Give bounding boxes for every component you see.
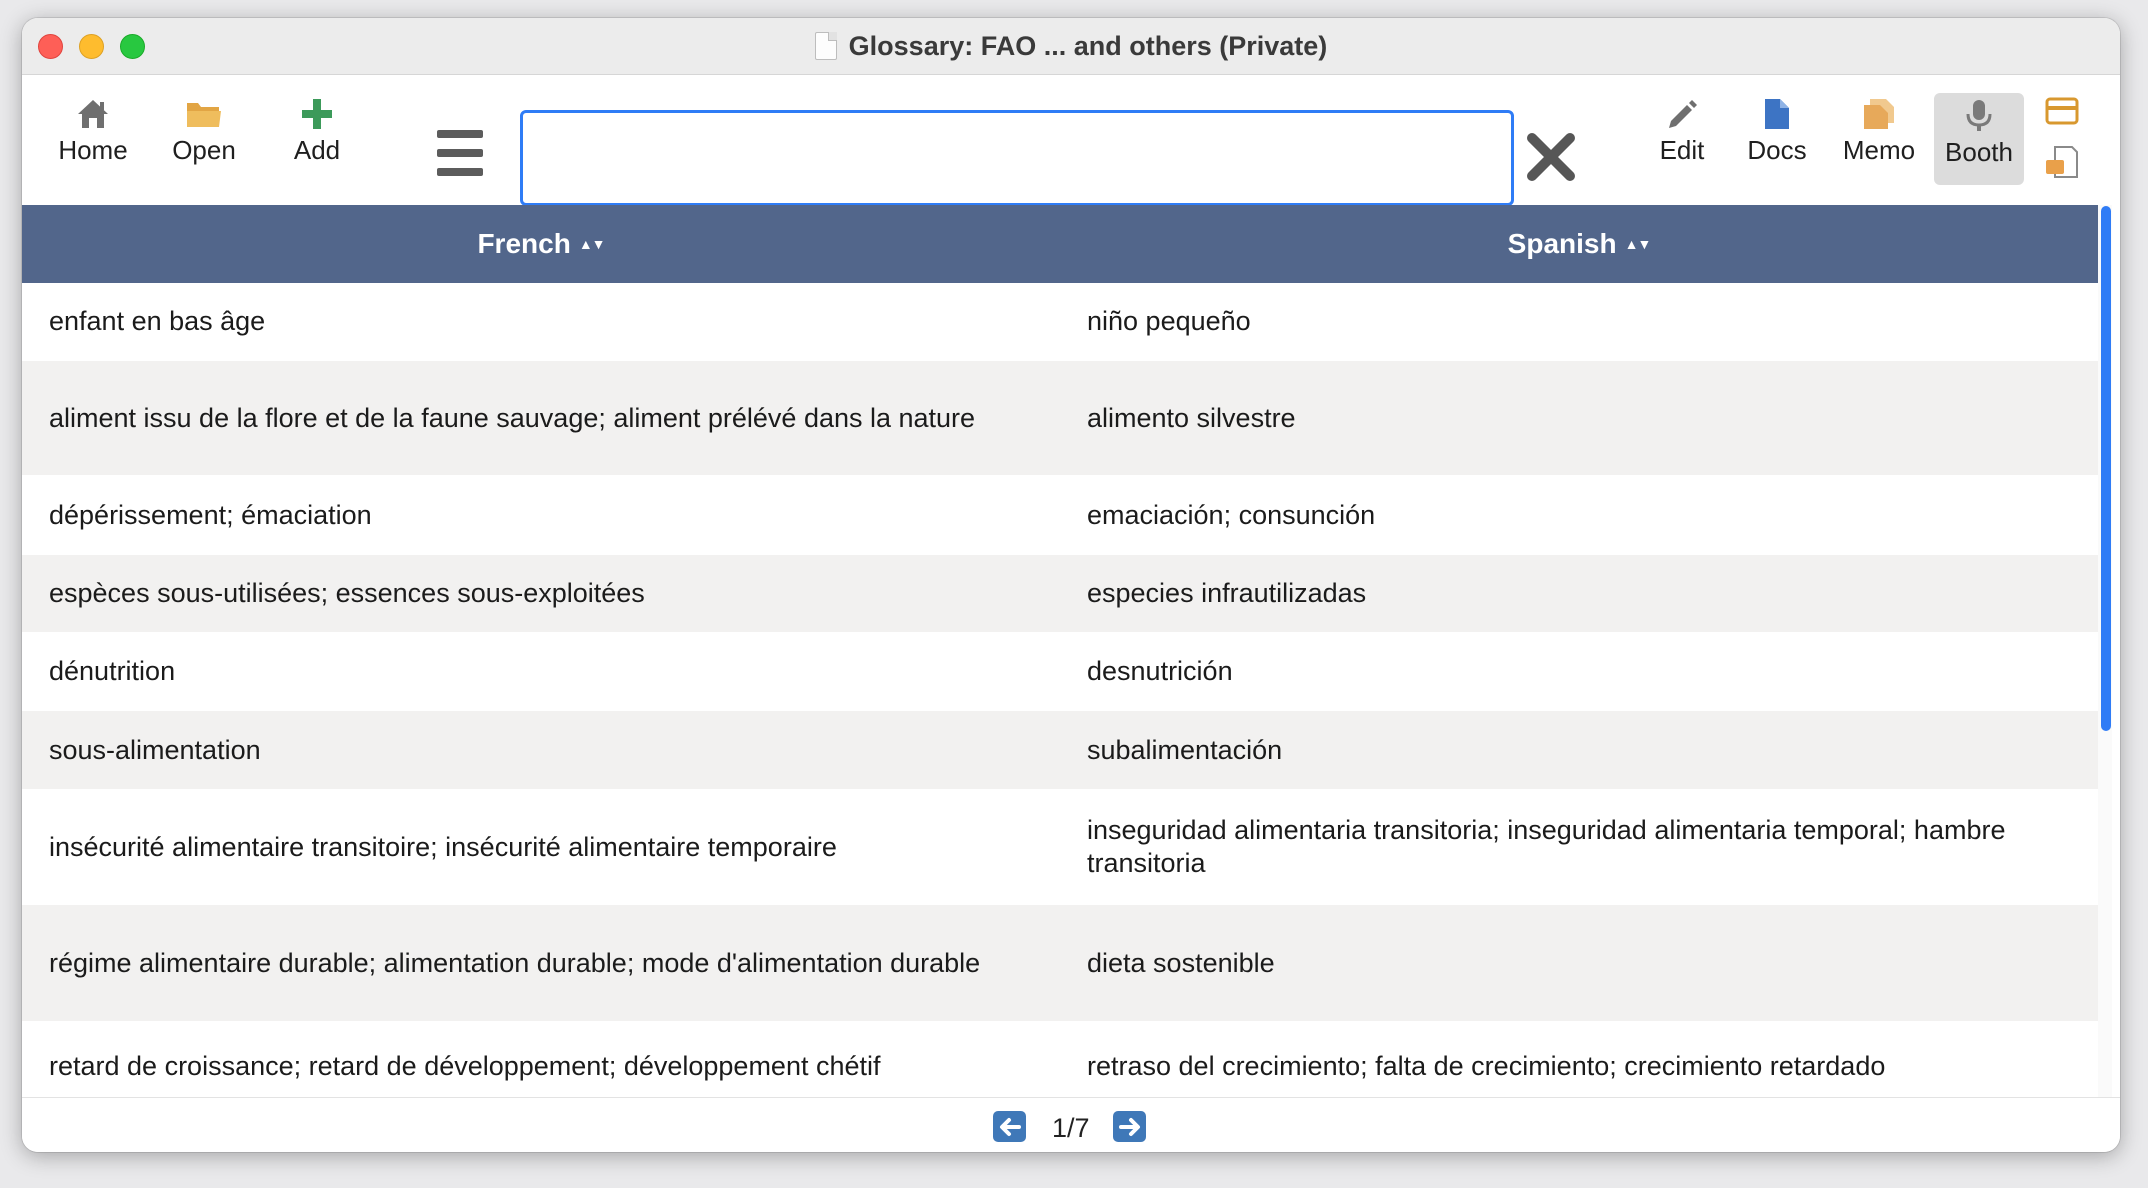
memo-label: Memo (1842, 135, 1916, 165)
french-term: régime alimentaire durable; alimentation durable; mode d'alimentation durable (49, 947, 981, 978)
add-button[interactable] (282, 95, 352, 167)
previous-page-button[interactable] (993, 1111, 1026, 1142)
french-term: dénutrition (49, 656, 176, 686)
clear-search-icon[interactable] (1524, 130, 1578, 184)
table-row[interactable] (22, 1022, 2098, 1097)
spanish-term: emaciación; consunción (1087, 499, 1376, 530)
memo-button[interactable] (1838, 95, 1920, 167)
pencil-icon (1665, 95, 1699, 133)
docs-button[interactable] (1744, 95, 1810, 167)
title-bar (22, 18, 2120, 75)
add-label: Add (293, 135, 341, 165)
table-row[interactable] (22, 633, 2098, 711)
french-term: dépérissement; émaciation (49, 499, 372, 530)
open-label: Open (172, 135, 236, 165)
table-row[interactable] (22, 555, 2098, 633)
docs-label: Docs (1747, 135, 1807, 165)
sort-icon: ▲▼ (1624, 236, 1651, 252)
zoom-window-button[interactable] (120, 34, 145, 59)
spanish-term: alimento silvestre (1087, 402, 1296, 433)
spanish-term: especies infrautilizadas (1087, 578, 1367, 608)
microphone-icon (1964, 97, 1994, 135)
home-label: Home (58, 135, 128, 165)
window-panel-icon[interactable] (2042, 91, 2082, 131)
table-row[interactable] (22, 283, 2098, 361)
plus-icon (300, 95, 334, 133)
column-header-label: French (477, 228, 571, 259)
toolbar (22, 75, 2120, 205)
menu-icon[interactable] (437, 130, 483, 176)
traffic-lights (38, 34, 145, 59)
table-header (22, 205, 2098, 283)
booth-label: Booth (1945, 137, 2013, 167)
search-input[interactable] (520, 110, 1514, 206)
app-window (22, 18, 2120, 1152)
next-page-button[interactable] (1113, 1111, 1146, 1142)
scrollbar-thumb[interactable] (2101, 206, 2111, 731)
home-button[interactable] (48, 95, 138, 167)
export-document-icon[interactable] (2042, 143, 2082, 183)
window-title: Glossary: FAO ... and others (Private) (848, 30, 1328, 61)
arrow-right-icon (1119, 1117, 1141, 1137)
edit-button[interactable] (1650, 95, 1714, 167)
folder-icon (186, 95, 222, 133)
french-term: retard de croissance; retard de développement; développement chétif (49, 1051, 881, 1081)
pagination-bar (22, 1097, 2120, 1152)
french-term: insécurité alimentaire transitoire; insécurité alimentaire temporaire (49, 831, 837, 862)
booth-button[interactable] (1934, 93, 2024, 185)
table-row[interactable] (22, 905, 2098, 1022)
document-icon (815, 32, 837, 60)
column-header-label: Spanish (1507, 228, 1617, 259)
window-title-group (815, 31, 1328, 62)
french-term: espèces sous-utilisées; essences sous-exploitées (49, 578, 645, 608)
arrow-left-icon (999, 1117, 1021, 1137)
spanish-term: niño pequeño (1087, 306, 1251, 336)
table-row[interactable] (22, 711, 2098, 790)
memo-icon (1862, 95, 1896, 133)
table-row[interactable] (22, 476, 2098, 555)
spanish-term: dieta sostenible (1087, 947, 1275, 978)
spanish-term: inseguridad alimentaria transitoria; inseguridad alimentaria temporal; hambre transitoria (1087, 815, 2006, 878)
page-indicator: 1/7 (1052, 1113, 1090, 1143)
table-row[interactable] (22, 361, 2098, 476)
minimize-window-button[interactable] (79, 34, 104, 59)
spanish-term: retraso del crecimiento; falta de crecimiento; crecimiento retardado (1087, 1051, 1886, 1081)
glossary-table (22, 205, 2098, 1097)
home-icon (76, 95, 110, 133)
document-file-icon (1763, 95, 1791, 133)
sort-icon: ▲▼ (578, 236, 605, 252)
close-window-button[interactable] (38, 34, 63, 59)
french-term: sous-alimentation (49, 734, 261, 765)
french-term: enfant en bas âge (49, 306, 266, 336)
french-term: aliment issu de la flore et de la faune sauvage; aliment prélévé dans la nature (49, 402, 976, 433)
table-row[interactable] (22, 790, 2098, 905)
column-header-spanish[interactable] (1060, 205, 2098, 283)
edit-label: Edit (1659, 135, 1705, 165)
open-button[interactable] (164, 95, 244, 167)
spanish-term: desnutrición (1087, 656, 1233, 686)
column-header-french[interactable] (22, 205, 1060, 283)
spanish-term: subalimentación (1087, 734, 1283, 765)
